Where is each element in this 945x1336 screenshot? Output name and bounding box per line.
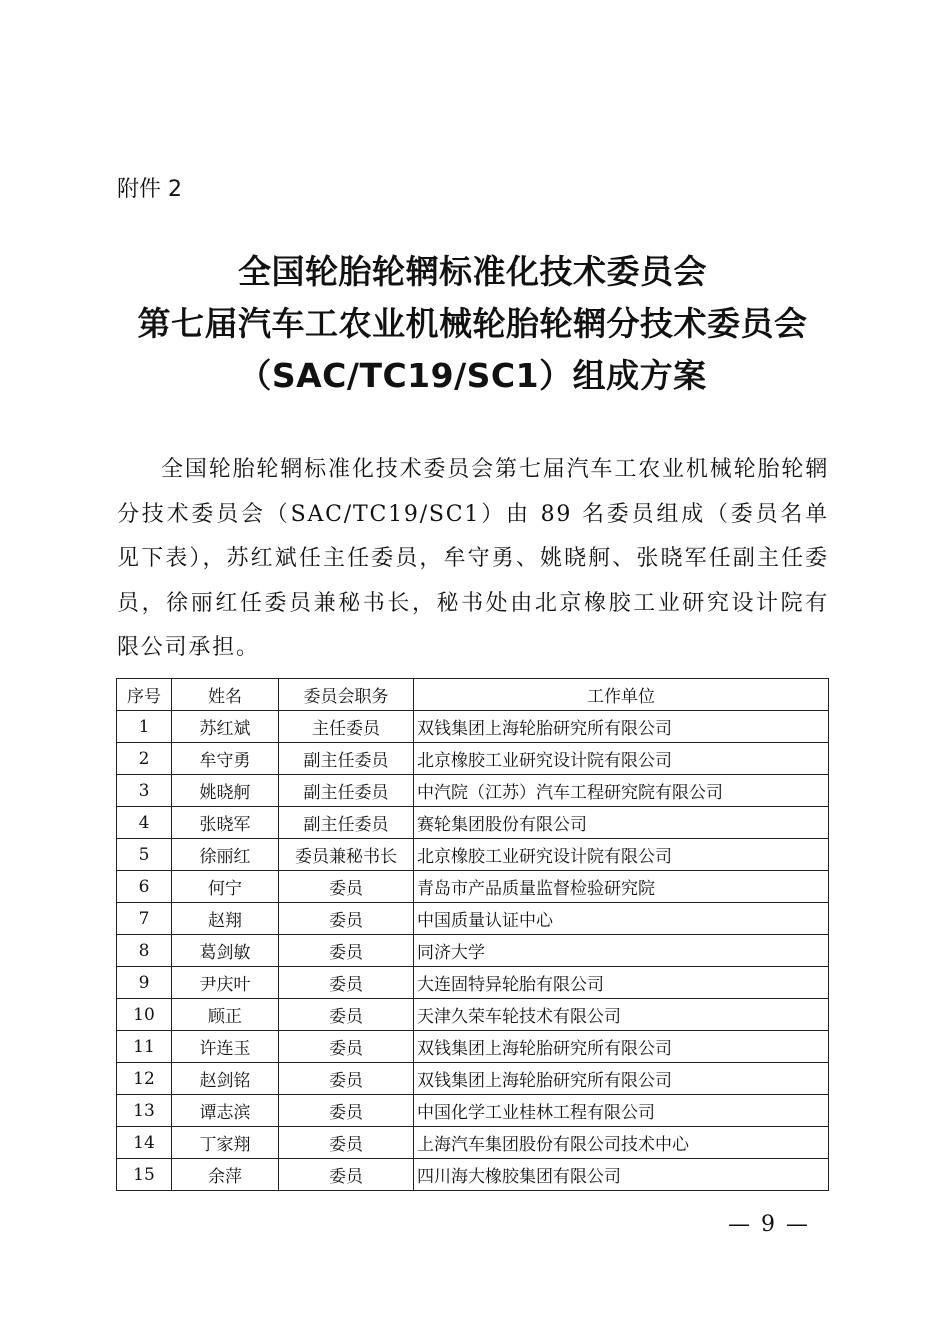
cell-seq: 14 <box>117 1127 172 1159</box>
cell-org: 双钱集团上海轮胎研究所有限公司 <box>414 711 829 743</box>
cell-seq: 3 <box>117 775 172 807</box>
document-title-line-1: 全国轮胎轮辋标准化技术委员会 <box>238 252 707 291</box>
cell-seq: 11 <box>117 1031 172 1063</box>
document-title-line-2: 第七届汽车工农业机械轮胎轮辋分技术委员会 <box>137 304 808 343</box>
table-row <box>117 999 829 1031</box>
cell-seq: 1 <box>117 711 172 743</box>
header-role: 委员会职务 <box>279 679 414 711</box>
cell-org: 天津久荣车轮技术有限公司 <box>414 999 829 1031</box>
cell-name: 张晓军 <box>172 807 279 839</box>
table-row <box>117 903 829 935</box>
cell-role: 委员 <box>279 1031 414 1063</box>
cell-name: 赵剑铭 <box>172 1063 279 1095</box>
header-seq: 序号 <box>117 679 172 711</box>
cell-role: 副主任委员 <box>279 807 414 839</box>
table-row <box>117 807 829 839</box>
table-row <box>117 1063 829 1095</box>
cell-name: 葛剑敏 <box>172 935 279 967</box>
cell-role: 委员 <box>279 903 414 935</box>
cell-role: 委员 <box>279 1095 414 1127</box>
cell-org: 中汽院（江苏）汽车工程研究院有限公司 <box>414 775 829 807</box>
cell-org: 双钱集团上海轮胎研究所有限公司 <box>414 1031 829 1063</box>
cell-seq: 6 <box>117 871 172 903</box>
table-row <box>117 1031 829 1063</box>
cell-seq: 10 <box>117 999 172 1031</box>
cell-role: 委员 <box>279 999 414 1031</box>
member-table-body <box>117 711 829 1191</box>
cell-seq: 13 <box>117 1095 172 1127</box>
table-row <box>117 1159 829 1191</box>
table-row <box>117 775 829 807</box>
cell-role: 委员 <box>279 1159 414 1191</box>
cell-seq: 5 <box>117 839 172 871</box>
table-row <box>117 967 829 999</box>
cell-seq: 12 <box>117 1063 172 1095</box>
cell-role: 委员 <box>279 935 414 967</box>
cell-name: 徐丽红 <box>172 839 279 871</box>
cell-role: 委员兼秘书长 <box>279 839 414 871</box>
attachment-label: 附件 2 <box>117 177 182 202</box>
cell-seq: 9 <box>117 967 172 999</box>
cell-name: 谭志滨 <box>172 1095 279 1127</box>
cell-role: 副主任委员 <box>279 775 414 807</box>
table-row <box>117 1095 829 1127</box>
cell-seq: 2 <box>117 743 172 775</box>
cell-org: 赛轮集团股份有限公司 <box>414 807 829 839</box>
cell-seq: 4 <box>117 807 172 839</box>
table-row <box>117 839 829 871</box>
table-row <box>117 935 829 967</box>
table-row <box>117 1127 829 1159</box>
cell-name: 牟守勇 <box>172 743 279 775</box>
cell-org: 中国化学工业桂林工程有限公司 <box>414 1095 829 1127</box>
header-name: 姓名 <box>172 679 279 711</box>
cell-role: 委员 <box>279 1063 414 1095</box>
cell-seq: 7 <box>117 903 172 935</box>
table-row <box>117 743 829 775</box>
cell-org: 青岛市产品质量监督检验研究院 <box>414 871 829 903</box>
table-header-row <box>117 679 829 711</box>
member-table <box>116 678 829 1191</box>
cell-role: 委员 <box>279 1127 414 1159</box>
cell-name: 丁家翔 <box>172 1127 279 1159</box>
cell-org: 北京橡胶工业研究设计院有限公司 <box>414 839 829 871</box>
header-org: 工作单位 <box>414 679 829 711</box>
member-table-header <box>117 679 829 711</box>
cell-role: 主任委员 <box>279 711 414 743</box>
cell-org: 上海汽车集团股份有限公司技术中心 <box>414 1127 829 1159</box>
table-row <box>117 711 829 743</box>
cell-org: 北京橡胶工业研究设计院有限公司 <box>414 743 829 775</box>
page-number: — 9 — <box>728 1212 810 1237</box>
cell-role: 委员 <box>279 871 414 903</box>
cell-seq: 8 <box>117 935 172 967</box>
document-title-line-3: （SAC/TC19/SC1）组成方案 <box>238 356 707 395</box>
cell-name: 顾正 <box>172 999 279 1031</box>
cell-org: 同济大学 <box>414 935 829 967</box>
cell-name: 许连玉 <box>172 1031 279 1063</box>
cell-name: 苏红斌 <box>172 711 279 743</box>
cell-name: 姚晓舸 <box>172 775 279 807</box>
cell-name: 何宁 <box>172 871 279 903</box>
intro-paragraph: 全国轮胎轮辋标准化技术委员会第七届汽车工农业机械轮胎轮辋分技术委员会（SAC/TC19/SC1）由 89 名委员组成（委员名单见下表），苏红斌任主任委员，牟守勇、姚晓舸、张晓军任副主任委员，徐丽红任委员兼秘书长，秘书处由北京橡胶工业研究设计院有限公司承担。 <box>117 457 829 660</box>
cell-seq: 15 <box>117 1159 172 1191</box>
cell-role: 委员 <box>279 967 414 999</box>
cell-org: 双钱集团上海轮胎研究所有限公司 <box>414 1063 829 1095</box>
cell-role: 副主任委员 <box>279 743 414 775</box>
table-row <box>117 871 829 903</box>
cell-org: 四川海大橡胶集团有限公司 <box>414 1159 829 1191</box>
cell-name: 赵翔 <box>172 903 279 935</box>
cell-org: 中国质量认证中心 <box>414 903 829 935</box>
cell-org: 大连固特异轮胎有限公司 <box>414 967 829 999</box>
cell-name: 余萍 <box>172 1159 279 1191</box>
cell-name: 尹庆叶 <box>172 967 279 999</box>
